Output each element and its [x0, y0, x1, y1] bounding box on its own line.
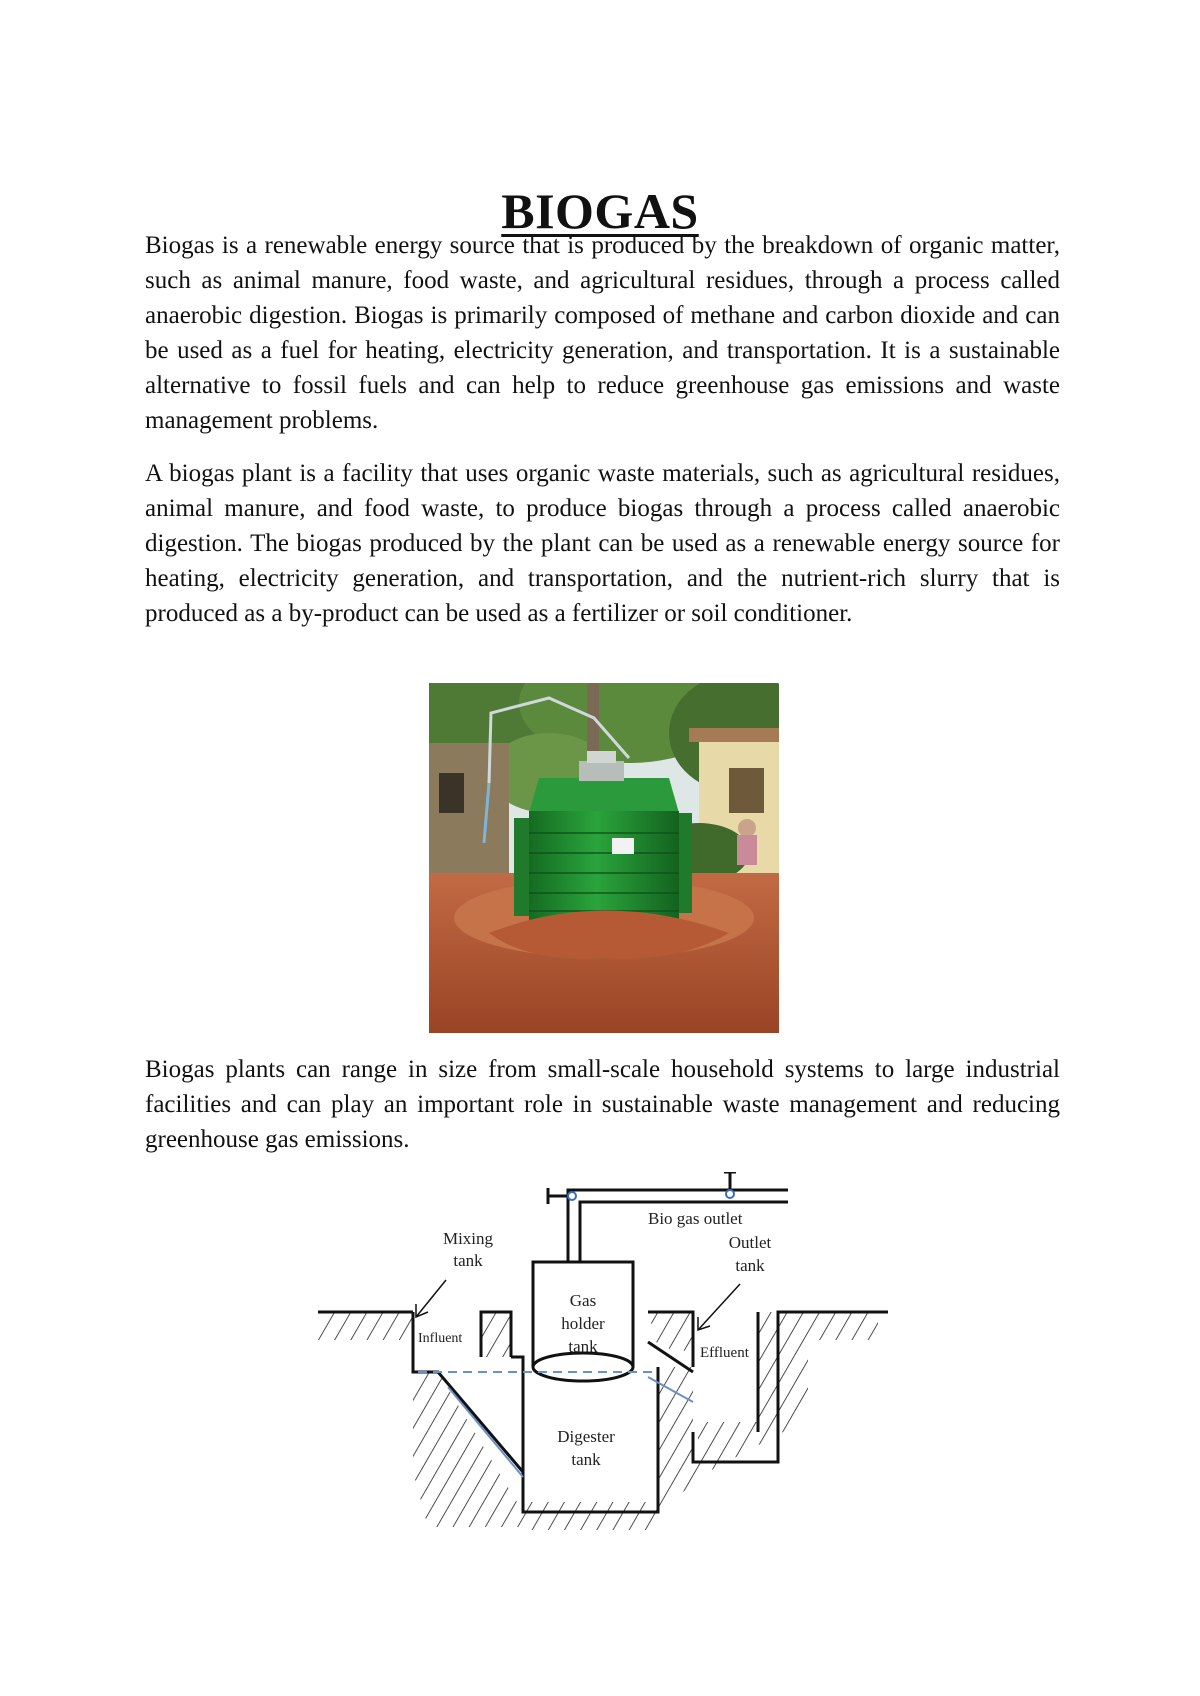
label-outlet-line2: tank	[735, 1256, 765, 1275]
biogas-plant-photo	[429, 683, 779, 1033]
label-gas-line2: holder	[561, 1314, 605, 1333]
paragraph-plant-sizes: Biogas plants can range in size from small-scale household systems to large industrial facilities and can play an important role in sustainable waste management and reducing greenhouse gas emissions.	[145, 1056, 1060, 1153]
label-outlet-line1: Outlet	[728, 1233, 772, 1252]
mixing-tank-arrow	[416, 1280, 446, 1317]
label-mixing-line2: tank	[453, 1251, 483, 1270]
label-effluent: Effluent	[700, 1345, 749, 1361]
outlet-tank-arrow	[698, 1284, 740, 1330]
label-digester-line1: Digester	[557, 1427, 615, 1446]
biogas-plant-photo-illustration	[429, 683, 779, 1033]
label-gas-line1: Gas	[569, 1291, 597, 1310]
label-mixing-line1: Mixing	[442, 1229, 494, 1248]
label-biogas-outlet: Bio gas outlet	[648, 1209, 743, 1228]
paragraph-intro: Biogas is a renewable energy source that is produced by the breakdown of organic matter, such as animal manure, food waste, and agricultural residues, through a process called anaerobic digestion. Biogas is primarily composed of methane and carbon dioxide and can be used as a fuel for heating, electricity generation, and transportation. It is a sustainable alternative to fossil fuels and can help to reduce greenhouse gas emissions and waste management problems.	[145, 232, 1060, 434]
label-influent: Influent	[418, 1331, 463, 1346]
biogas-plant-diagram	[318, 1172, 888, 1532]
label-gas-line3: tank	[568, 1337, 598, 1356]
ground-hatching	[318, 1312, 878, 1530]
page-title: BIOGAS	[501, 182, 699, 239]
paragraph-biogas-plant: A biogas plant is a facility that uses organic waste materials, such as agricultural residues, animal manure, and food waste, to produce biogas through a process called anaerobic digestion. The biogas produced by the plant can be used as a renewable energy source for heating, electricity generation, and transportation, and the nutrient-rich slurry that is produced as a by-product can be used as a fertilizer or soil conditioner.	[145, 460, 1060, 627]
label-digester-line2: tank	[571, 1450, 601, 1469]
